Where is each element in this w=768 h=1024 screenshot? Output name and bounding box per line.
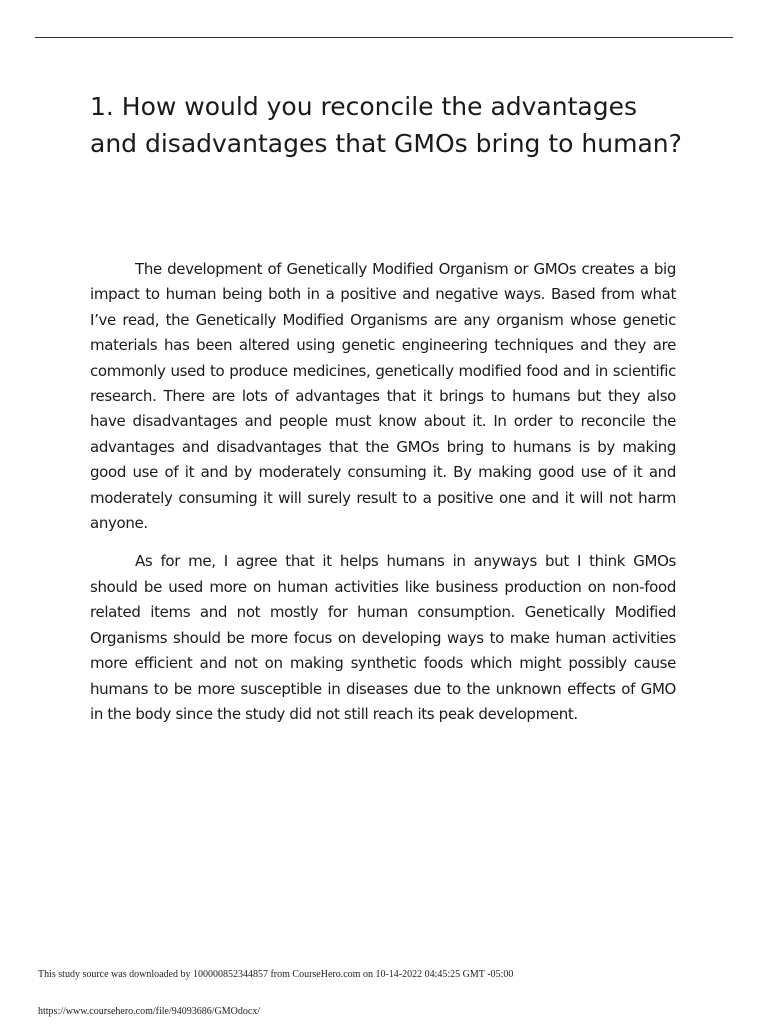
question-heading: 1. How would you reconcile the advantages and disadvantages that GMOs bring to human? xyxy=(90,92,682,158)
answer-paragraph-1: The development of Genetically Modified Organism or GMOs creates a big impact to human being both in a positive and negative ways. Based from what I’ve read, the Genetically Modified Organisms are any organism whose genetic materials has been altered using genetic engineering techniques and they are commonly used to produce medicines, genetically modified food and in scientific research. There are lots of advantages that it brings to humans but they also have disadvantages and people must know about it. In order to reconcile the advantages and disadvantages that the GMOs bring to humans is by making good use of it and by moderately consuming it. By making good use of it and moderately consuming it will surely result to a positive one and it will not harm anyone. xyxy=(90,260,676,533)
answer-paragraph-2: As for me, I agree that it helps humans in anyways but I think GMOs should be used more on human activities like business production on non-food related items and not mostly for human consumption. Genetically Modified Organisms should be more focus on developing ways to make human activities more efficient and not on making synthetic foods which might possibly cause humans to be more susceptible in diseases due to the unknown effects of GMO in the body since the study did not still reach its peak development. xyxy=(90,552,676,723)
source-url-link[interactable]: https://www.coursehero.com/file/94093686/GMOdocx/ xyxy=(38,1006,261,1017)
download-source-note: This study source was downloaded by 100000852344857 from CourseHero.com on 10-14-2022 04:45:25 GMT -05:00 xyxy=(38,969,514,980)
answer-body xyxy=(90,257,676,740)
top-divider xyxy=(35,37,733,38)
